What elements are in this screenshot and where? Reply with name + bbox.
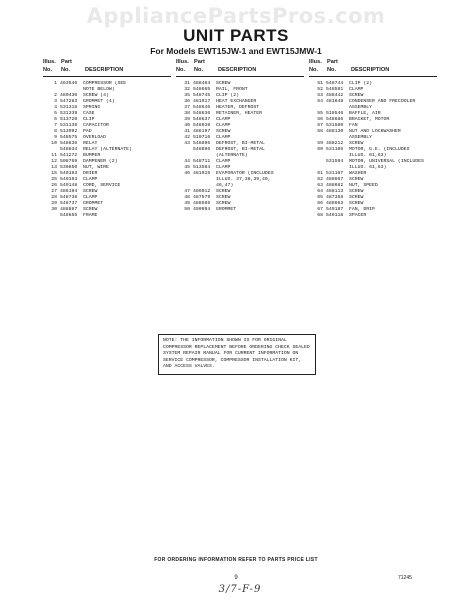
illus-number: 42 (184, 135, 190, 140)
part-description: SCREW (216, 195, 231, 200)
illus-number: 57 (317, 123, 323, 128)
parts-column-1 (43, 59, 171, 219)
header-no-part: No. (327, 67, 337, 73)
illus-number: 53 (317, 93, 323, 98)
header-no: No. (43, 67, 53, 73)
part-description: SCREW (349, 93, 364, 98)
part-description: RETAINER, HEATER (216, 111, 263, 116)
column-header (309, 59, 437, 77)
part-number: 549148 (60, 183, 78, 188)
part-number: 480430 (60, 93, 78, 98)
illus-number: 68 (317, 213, 323, 218)
part-description: CORD, SERVICE (83, 183, 121, 188)
part-number: 531106 (326, 147, 344, 152)
part-number: 488682 (326, 183, 344, 188)
part-number: 548896 (193, 147, 211, 152)
part-number: 548834 (60, 147, 78, 152)
part-number: 531107 (326, 171, 344, 176)
part-description: CLAMP (83, 177, 98, 182)
part-description: NUT, WIRE (83, 165, 109, 170)
part-description: (ALTERNATE) (216, 153, 248, 158)
part-number: 518546 (326, 111, 344, 116)
part-number: 488442 (326, 93, 344, 98)
part-number: 549187 (326, 207, 344, 212)
part-number: 548645 (193, 105, 211, 110)
part-number: 531318 (60, 105, 78, 110)
header-part: Part (61, 59, 72, 65)
illus-number: 60 (317, 147, 323, 152)
document-code: 71245 (398, 575, 412, 581)
part-number: 548711 (193, 159, 211, 164)
illus-number: 64 (317, 189, 323, 194)
part-description: WASHER (349, 171, 367, 176)
part-number: 549193 (60, 177, 78, 182)
part-description: CONDENSER AND FRECOOLER (349, 99, 416, 104)
part-description: CLAMP (216, 165, 231, 170)
illus-number (43, 213, 60, 219)
part-number: 548581 (326, 87, 344, 92)
parts-column-3 (309, 59, 437, 219)
part-description: RELAY (83, 141, 98, 146)
part-number: 488667 (326, 177, 344, 182)
part-description: SCREW (349, 201, 364, 206)
part-number: 531580 (326, 123, 344, 128)
part-description: SCREW (349, 195, 364, 200)
illus-number: 47 (184, 189, 190, 194)
ordering-footer: FOR ORDERING INFORMATION REFER TO PARTS PRICE LIST (154, 557, 318, 563)
part-description: FRAME (83, 213, 98, 218)
part-row (309, 213, 437, 219)
part-description: SCREW (216, 81, 231, 86)
part-description: SPACER (349, 213, 367, 218)
illus-number: 40 (184, 123, 190, 128)
part-description: SCREW (4) (83, 93, 109, 98)
part-number: 548895 (193, 141, 211, 146)
illus-number: 9 (54, 135, 57, 140)
part-description: SCREW (349, 141, 364, 146)
part-description: HEAT EXCHANGER (216, 99, 257, 104)
part-description: NUT AND LOCKWASHER (349, 129, 401, 134)
part-number: 488212 (326, 141, 344, 146)
illus-number: 36 (184, 99, 190, 104)
part-description: MOTOR, UNIVERSAL (INCLUDES (349, 159, 424, 164)
part-description: ILLUS. 61,63) (349, 165, 387, 170)
illus-number: 15 (51, 171, 57, 176)
part-description: DAMPENER (2) (83, 159, 118, 164)
illus-number: 10 (51, 141, 57, 146)
part-description: CLAMP (216, 123, 231, 128)
illus-number: 59 (317, 141, 323, 146)
part-description: NOTE BELOW) (83, 87, 115, 92)
illus-number: 13 (51, 165, 57, 170)
part-description: ILLUS. 61,63) (349, 153, 387, 158)
part-description: ASSEMBLY (349, 135, 373, 140)
header-part: Part (194, 59, 205, 65)
part-number: 513992 (60, 129, 78, 134)
illus-number: 49 (184, 201, 190, 206)
part-row (176, 207, 304, 213)
part-description: CASE (83, 111, 95, 116)
part-description: SCREW (349, 189, 364, 194)
part-description: CLAMP (216, 135, 231, 140)
part-number: 487358 (326, 195, 344, 200)
header-illus: Illus. (309, 59, 322, 65)
part-number: 488887 (60, 207, 78, 212)
part-description: CLIP (83, 117, 95, 122)
part-number: 488663 (326, 201, 344, 206)
parts-rows (43, 77, 171, 219)
part-number: 548638 (193, 123, 211, 128)
handwritten-mark: 3/7-F-9 (218, 584, 262, 595)
illus-number: 45 (184, 165, 190, 170)
part-number: 513720 (60, 117, 78, 122)
compressor-note-box: NOTE: THE INFORMATION SHOWN IS FOR ORIGINAL COMPRESSOR REPLACEMENT BEFORE ORDERING CHECK SEALED SYSTEM REPAIR MANUAL FOR CURRENT INFORMATION ON SERVICE COMPRESSOR, COMPRESSOR INSTALLATION KIT, AND ACCESS VALVES. (158, 334, 316, 375)
part-description: SCREW (349, 177, 364, 182)
part-description: SCREW (216, 129, 231, 134)
part-description: FAN (349, 123, 358, 128)
illus-number: 52 (317, 87, 323, 92)
part-number: 463546 (60, 81, 78, 86)
illus-number: 48 (184, 195, 190, 200)
part-number: 548686 (326, 117, 344, 122)
illus-number: 3 (54, 99, 57, 104)
part-description: DEFROST, BI-METAL (216, 147, 265, 152)
illus-number: 55 (317, 111, 323, 116)
part-number: 487579 (193, 195, 211, 200)
illus-number: 65 (317, 195, 323, 200)
part-number: 548636 (193, 111, 211, 116)
parts-rows (176, 77, 304, 213)
part-description: SCREW (216, 201, 231, 206)
header-illus: Illus. (176, 59, 189, 65)
part-number: 531594 (326, 159, 344, 164)
watermark: AppliancePartsPros.com (86, 4, 386, 28)
illus-number: 29 (51, 201, 57, 206)
part-number: 486012 (193, 189, 211, 194)
illus-number: 37 (184, 105, 190, 110)
part-number: 548737 (60, 201, 78, 206)
illus-number: 51 (317, 81, 323, 86)
header-no-part: No. (61, 67, 71, 73)
header-part: Part (327, 59, 338, 65)
part-number: 548836 (60, 141, 78, 146)
illus-number: 11 (51, 153, 57, 158)
illus-number: 38 (184, 111, 190, 116)
header-illus: Illus. (43, 59, 56, 65)
illus-number: 58 (317, 129, 323, 134)
illus-number: 5 (54, 111, 57, 116)
illus-number: 8 (54, 129, 57, 134)
part-number: 481848 (326, 99, 344, 104)
part-number: 548575 (60, 135, 78, 140)
part-description: EVAPORATOR (INCLUDES (216, 171, 274, 176)
part-description: OVERLOAD (83, 135, 107, 140)
header-description: DESCRIPTION (218, 67, 257, 73)
part-description: MOTOR, G.E. (INCLUDES (349, 147, 410, 152)
part-description: SCREW (83, 207, 98, 212)
part-number: 488197 (193, 129, 211, 134)
column-header (43, 59, 171, 77)
part-number: 488484 (193, 81, 211, 86)
part-number: 549193 (60, 171, 78, 176)
parts-list (43, 59, 443, 309)
part-number: 547283 (60, 99, 78, 104)
illus-number: 50 (184, 207, 190, 212)
part-description: BUMPER (83, 153, 101, 158)
illus-number: 30 (51, 207, 57, 212)
parts-rows (309, 77, 437, 219)
part-description: CLIP (2) (349, 81, 373, 86)
part-row (43, 213, 171, 219)
part-number: 508769 (60, 159, 78, 164)
part-number: 548665 (193, 87, 211, 92)
illus-number: 31 (184, 81, 190, 86)
part-number: 510716 (193, 135, 211, 140)
part-description: RAIL, FRONT (216, 87, 248, 92)
illus-number: 35 (184, 93, 190, 98)
illus-number: 66 (317, 201, 323, 206)
part-description: BAFFLE, AIR (349, 111, 381, 116)
part-number: 548745 (193, 93, 211, 98)
part-description: SCREW (216, 189, 231, 194)
illus-number: 63 (317, 183, 323, 188)
part-number: 488585 (193, 201, 211, 206)
part-description: DEFROST, BI-METAL (216, 141, 265, 146)
part-description: CAPACITOR (83, 123, 109, 128)
illus-number: 1 (54, 81, 57, 86)
header-description: DESCRIPTION (85, 67, 124, 73)
part-number: 549118 (326, 213, 344, 218)
part-number: 548738 (60, 195, 78, 200)
illus-number: 46 (184, 171, 190, 176)
part-description: DRIER (83, 171, 98, 176)
illus-number: 6 (54, 117, 57, 122)
part-number: 531339 (60, 111, 78, 116)
header-description: DESCRIPTION (351, 67, 390, 73)
illus-number: 56 (317, 117, 323, 122)
page-number: 9 (234, 575, 238, 581)
part-description: GROMMET (216, 207, 237, 212)
header-no: No. (309, 67, 319, 73)
part-number: 548637 (193, 117, 211, 122)
part-number: 488130 (326, 129, 344, 134)
part-description: CLAMP (216, 159, 231, 164)
illus-number: 27 (51, 189, 57, 194)
part-number: 548655 (60, 213, 78, 218)
illus-number: 39 (184, 117, 190, 122)
part-description: PAD (83, 129, 92, 134)
part-description: CLAMP (349, 87, 364, 92)
illus-number: 2 (54, 93, 57, 98)
part-description: SCREW (83, 189, 98, 194)
part-number: 481915 (193, 171, 211, 176)
parts-column-2 (176, 59, 304, 213)
part-description: GROMMET (83, 201, 104, 206)
illus-number: 4 (54, 105, 57, 110)
part-number: 530850 (60, 165, 78, 170)
illus-number: 43 (184, 141, 190, 146)
part-description: ASSEMBLY (349, 105, 373, 110)
part-number: 488113 (326, 189, 344, 194)
column-header (176, 59, 304, 77)
part-description: CLAMP (216, 117, 231, 122)
models-subtitle: For Models EWT15JW-1 and EWT15JMW-1 (150, 46, 322, 56)
part-description: ILLUS. 37,38,39,40, (216, 177, 271, 182)
page-title: UNIT PARTS (183, 26, 289, 45)
header-no: No. (176, 67, 186, 73)
part-description: 46,47) (216, 183, 234, 188)
illus-number: 12 (51, 159, 57, 164)
part-description: NUT, SPEED (349, 183, 378, 188)
illus-number: 44 (184, 159, 190, 164)
part-description: COMPRESSOR (SEE (83, 81, 127, 86)
part-number: 481917 (193, 99, 211, 104)
illus-number: 26 (51, 183, 57, 188)
part-number: 490994 (193, 207, 211, 212)
illus-number: 54 (317, 99, 323, 104)
part-description: RELAY (ALTERNATE) (83, 147, 132, 152)
part-description: CLAMP (83, 195, 98, 200)
part-description: SPRING (83, 105, 101, 110)
illus-number: 32 (184, 87, 190, 92)
part-description: CLIP (2) (216, 93, 240, 98)
part-number: 541272 (60, 153, 78, 158)
illus-number: 67 (317, 207, 323, 212)
illus-number: 62 (317, 177, 323, 182)
header-no-part: No. (194, 67, 204, 73)
part-number: 486194 (60, 189, 78, 194)
part-number: 531139 (60, 123, 78, 128)
part-number: 548744 (326, 81, 344, 86)
illus-number: 41 (184, 129, 190, 134)
part-number: 513584 (193, 165, 211, 170)
part-description: GROMMET (4) (83, 99, 115, 104)
illus-number: 25 (51, 177, 57, 182)
illus-number: 28 (51, 195, 57, 200)
illus-number: 7 (54, 123, 57, 128)
part-description: FAN, DRIP (349, 207, 375, 212)
part-description: HEATER, DEFROST (216, 105, 260, 110)
part-description: BRACKET, MOTOR (349, 117, 390, 122)
illus-number: 61 (317, 171, 323, 176)
